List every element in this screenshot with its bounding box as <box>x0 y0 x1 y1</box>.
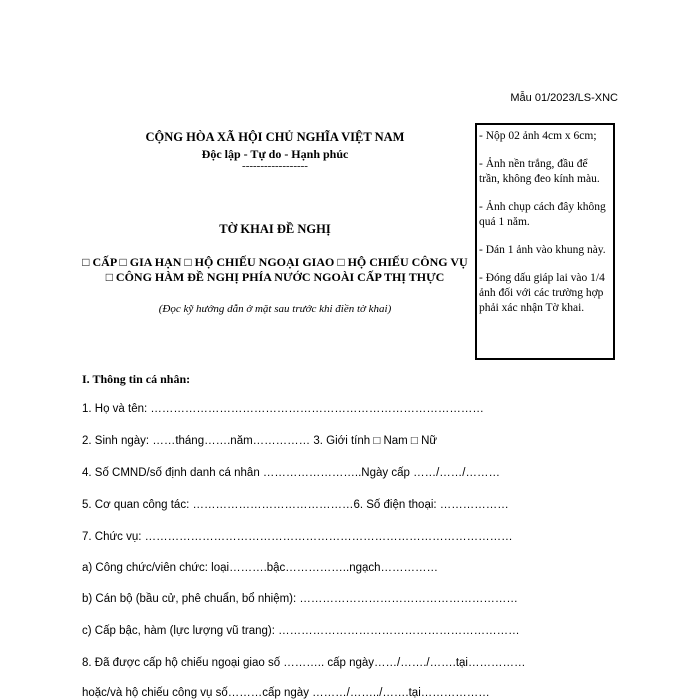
field-full-name: 1. Họ và tên: …………………………………………………………………………… <box>82 403 484 415</box>
form-title: TỜ KHAI ĐỀ NGHỊ <box>219 222 331 236</box>
field-rank: c) Cấp bậc, hàm (lực lượng vũ trang): ……………………………………………………… <box>82 625 520 637</box>
country-name: CỘNG HÒA XÃ HỘI CHỦ NGHĨA VIỆT NAM <box>145 130 405 144</box>
photo-note: - Ảnh nền trắng, đầu để trần, không đeo kính màu. <box>479 158 600 185</box>
field-diplomatic-passport: 8. Đã được cấp hộ chiếu ngoại giao số ……….. cấp ngày……/……./…….tại…………… <box>82 657 526 669</box>
field-civil-servant: a) Công chức/viên chức: loại……….bậc……………..ngạch…………… <box>82 562 439 574</box>
photo-note: - Nộp 02 ảnh 4cm x 6cm; <box>479 130 597 142</box>
field-position: 7. Chức vụ: …………………………………………………………………………………… <box>82 531 513 543</box>
photo-note: - Dán 1 ảnh vào khung này. <box>479 244 606 256</box>
field-birth-gender: 2. Sinh ngày: ……tháng…….năm…………… 3. Giới tính □ Nam □ Nữ <box>82 435 438 447</box>
photo-box <box>475 123 615 360</box>
field-workplace-phone: 5. Cơ quan công tác: ……………………………………6. Số điện thoại: ……………… <box>82 499 509 511</box>
national-motto: Độc lập - Tự do - Hạnh phúc <box>201 147 349 161</box>
field-official-passport: hoặc/và hộ chiếu công vụ số………cấp ngày ………/……../…….tại……………… <box>82 687 490 699</box>
photo-note: - Đóng dấu giáp lai vào 1/4 ảnh đối với các trường hợp phải xác nhận Tờ khai. <box>479 272 605 314</box>
form-code: Mẫu 01/2023/LS-XNC <box>510 92 618 104</box>
field-cadre: b) Cán bộ (bầu cử, phê chuẩn, bổ nhiệm): ………………………………………………… <box>82 593 518 605</box>
field-id-number: 4. Số CMND/số định danh cá nhân ……………………..Ngày cấp ……/……/……… <box>82 467 500 479</box>
form-instruction: (Đọc kỹ hướng dẫn ở mặt sau trước khi điền tờ khai) <box>158 303 392 315</box>
photo-note: - Ảnh chụp cách đây không quá 1 năm. <box>479 201 606 228</box>
header-separator: ------------------ <box>242 160 308 172</box>
section-personal-info: I. Thông tin cá nhân: <box>82 372 191 386</box>
form-subtitle: □ CẤP □ GIA HẠN □ HỘ CHIẾU NGOẠI GIAO □ HỘ CHIẾU CÔNG VỤ □ CÔNG HÀM ĐỀ NGHỊ PHÍA NƯỚC NGOÀI CẤP THỊ THỰC <box>82 255 468 284</box>
